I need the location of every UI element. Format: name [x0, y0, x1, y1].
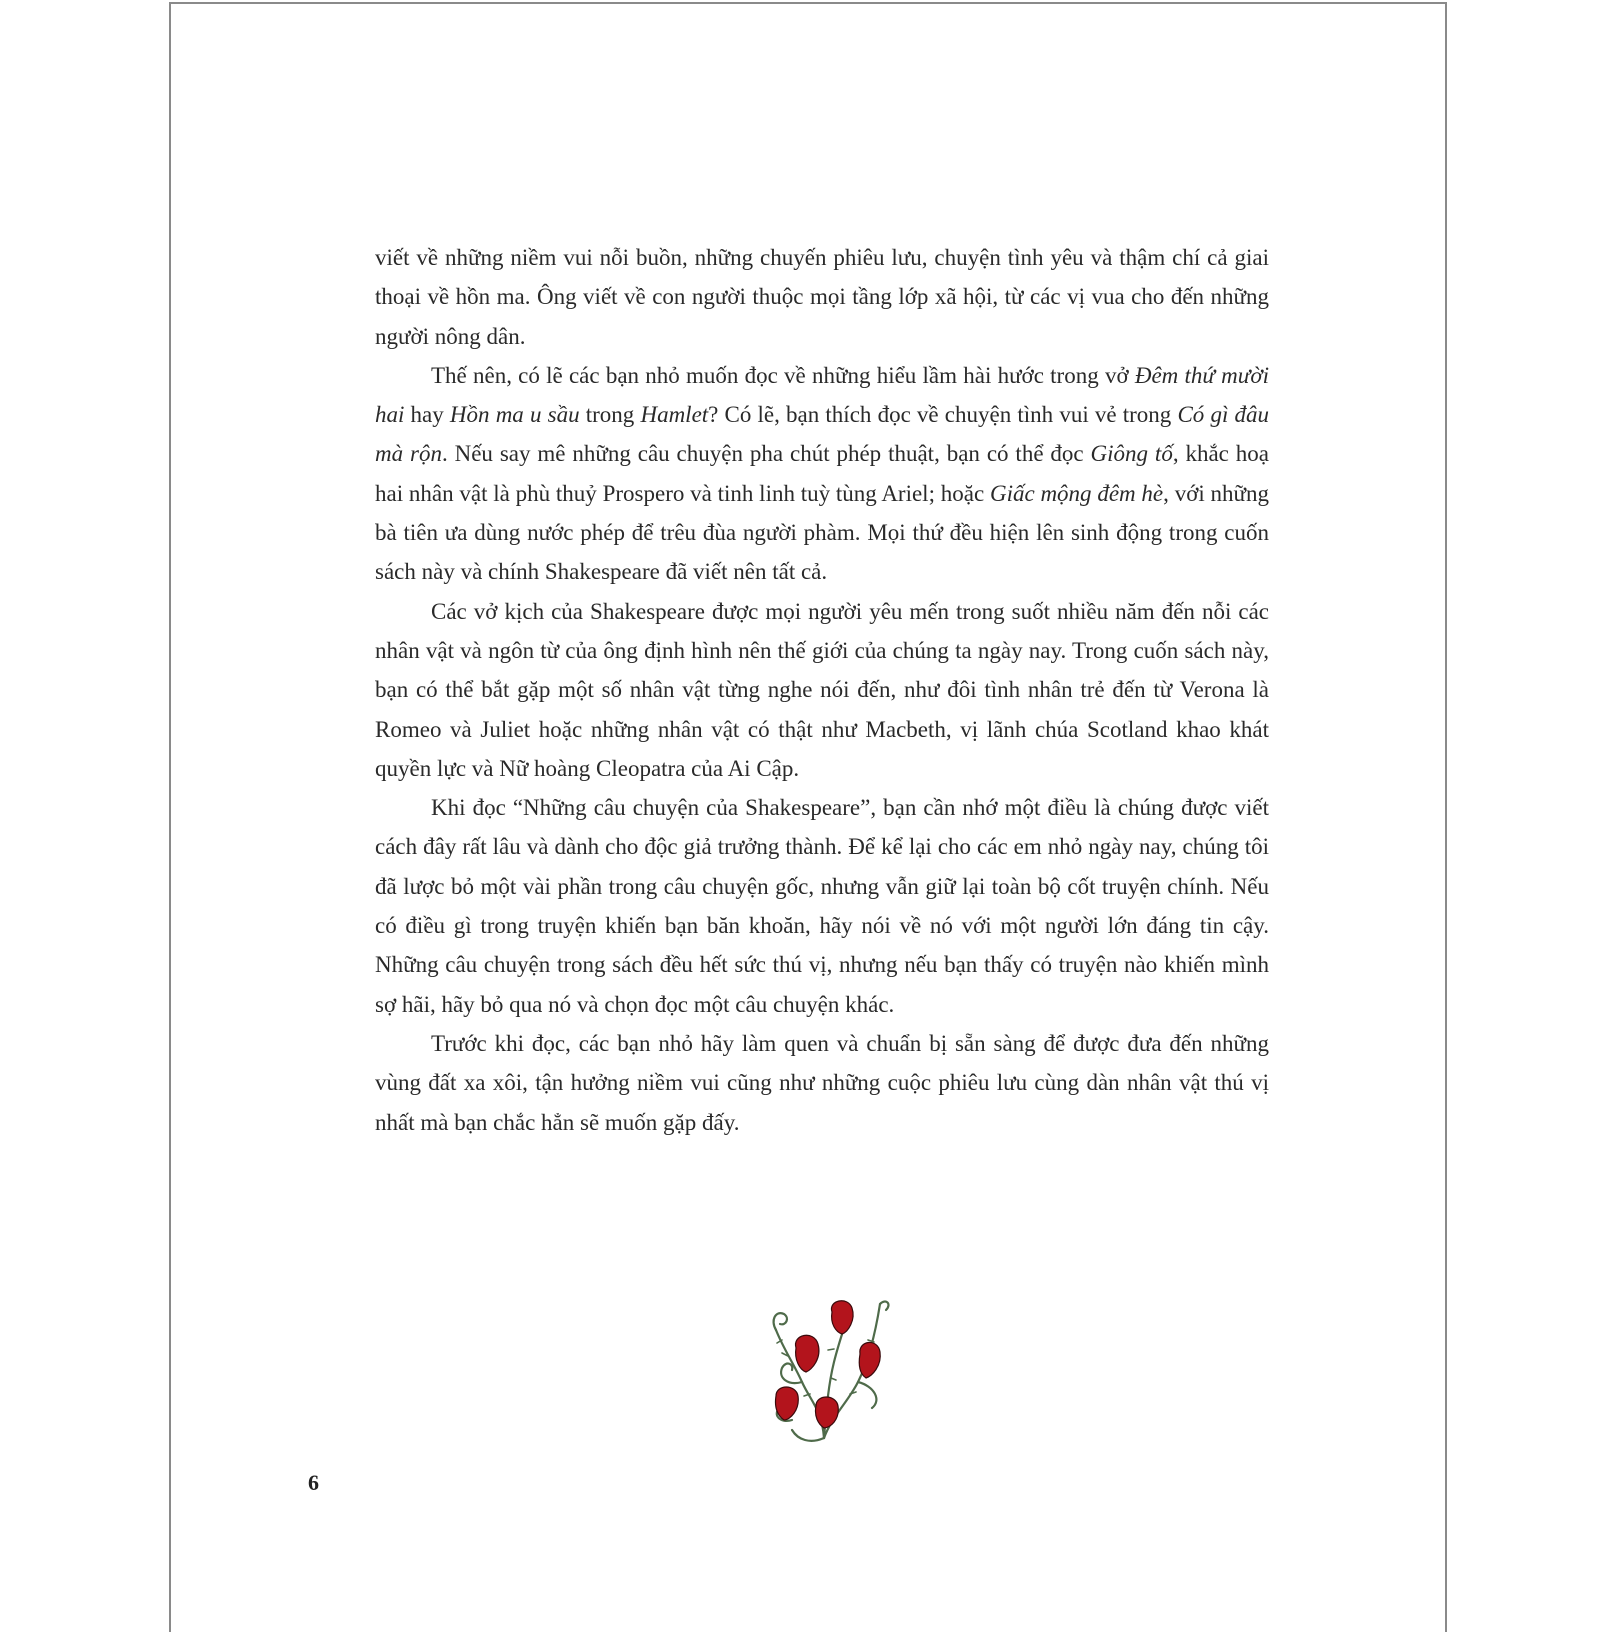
text-run: viết về những niềm vui nỗi buồn, những chuyến phiêu lưu, chuyện tình yêu và thậm chí cả giai thoại về hồn ma. Ông viết về con người thuộc mọi tầng lớp xã hội, từ các vị vua cho đến những người nông dân.	[375, 245, 1269, 349]
vine-curl	[774, 1313, 787, 1330]
italic-title: Giông tố	[1090, 441, 1173, 467]
rose-petal	[775, 1387, 798, 1420]
paragraph	[375, 238, 1269, 356]
italic-title: Đêm thứ mười hai	[375, 362, 1269, 428]
page-number: 6	[308, 1470, 319, 1495]
text-run: . Nếu say mê những câu chuyện pha chút phép thuật, bạn có thể đọc	[441, 441, 1091, 467]
vine-curl	[880, 1302, 888, 1310]
text-run: ? Có lẽ, bạn thích đọc về chuyện tình vui vẻ trong	[708, 402, 1178, 428]
text-run: , với những bà tiên ưa dùng nước phép để trêu đùa người phàm. Mọi thứ đều hiện lên sinh động trong cuốn sách này và chính Shakespeare đã viết nên tất cả.	[375, 480, 1269, 585]
italic-title: Có gì đâu mà rộn	[375, 402, 1270, 467]
text-run: trong	[579, 402, 641, 428]
rose-petal	[859, 1342, 880, 1378]
italic-title: Hồn ma u sầu	[449, 402, 580, 428]
text-run: Các vở kịch của Shakespeare được mọi người yêu mến trong suốt nhiều năm đến nỗi các nhân vật và ngôn từ của ông định hình nên thế giới của chúng ta ngày nay. Trong cuốn sách này, bạn có thể bắt gặp một số nhân vật từng nghe nói đến, như đôi tình nhân trẻ đến từ Verona là Romeo và Juliet hoặc những nhân vật có thật như Macbeth, vị lãnh chúa Scotland khao khát quyền lực và Nữ hoàng Cleopatra của Ai Cập.	[375, 598, 1269, 781]
italic-title: Giấc mộng đêm hè	[989, 480, 1164, 506]
body-text	[375, 238, 1269, 1142]
paragraph	[375, 356, 1269, 592]
text-run: Trước khi đọc, các bạn nhỏ hãy làm quen và chuẩn bị sẵn sàng để được đưa đến những vùng đất xa xôi, tận hưởng niềm vui cũng như những cuộc phiêu lưu cùng dàn nhân vật thú vị nhất mà bạn chắc hẳn sẽ muốn gặp đấy.	[375, 1030, 1269, 1135]
text-run: Khi đọc “Những câu chuyện của Shakespeare”, bạn cần nhớ một điều là chúng được viết cách đây rất lâu và dành cho độc giả trưởng thành. Để kể lại cho các em nhỏ ngày nay, chúng tôi đã lược bỏ một vài phần trong câu chuyện gốc, nhưng vẫn giữ lại toàn bộ cốt truyện chính. Nếu có điều gì trong truyện khiến bạn băn khoăn, hãy nói về nó với một người lớn đáng tin cậy. Những câu chuyện trong sách đều hết sức thú vị, nhưng nếu bạn thấy có truyện nào khiến mình sợ hãi, hãy bỏ qua nó và chọn đọc một câu chuyện khác.	[375, 795, 1269, 1017]
rose-petal	[831, 1301, 853, 1334]
vine-curl	[792, 1430, 824, 1441]
rose-petal	[815, 1397, 838, 1428]
vine-curl	[858, 1382, 876, 1408]
text-run: hay	[404, 402, 450, 428]
text-run: , khắc hoạ hai nhân vật là phù thuỷ Prospero và tinh linh tuỳ tùng Ariel; hoặc	[375, 441, 1269, 506]
rose-vine-icon	[762, 1290, 892, 1450]
text-run: Thế nên, có lẽ các bạn nhỏ muốn đọc về những hiểu lầm hài hước trong vở	[431, 362, 1135, 388]
paragraph	[375, 788, 1269, 1024]
italic-title: Hamlet	[640, 402, 709, 428]
paragraph	[375, 592, 1269, 788]
rose-petal	[796, 1335, 819, 1372]
paragraph	[375, 1024, 1269, 1142]
